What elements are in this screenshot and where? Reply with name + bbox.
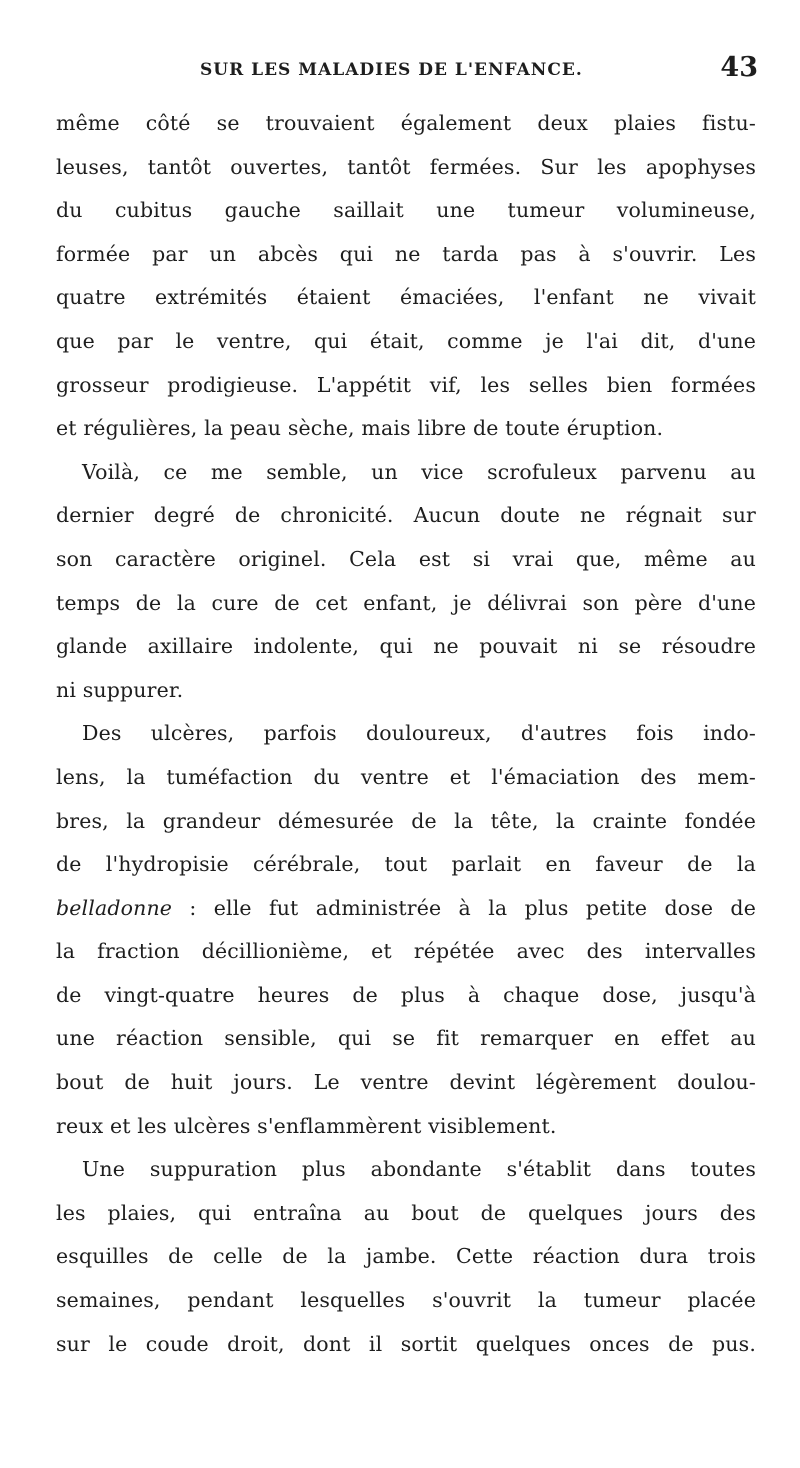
text-line: semaines, pendant lesquelles s'ouvrit la tumeur placée — [56, 1288, 756, 1313]
italic-term: belladonne — [56, 895, 173, 920]
text-line: grosseur prodigieuse. L'appétit vif, les selles bien formées — [56, 372, 756, 397]
text-line: sur le coude droit, dont il sortit quelques onces de pus. — [56, 1331, 756, 1356]
running-title: SUR LES MALADIES DE L'ENFANCE. — [200, 60, 583, 80]
text-line: esquilles de celle de la jambe. Cette réaction dura trois — [56, 1244, 756, 1269]
text-line: Des ulcères, parfois douloureux, d'autres fois indo- — [82, 721, 756, 746]
text-line: bres, la grandeur démesurée de la tête, la crainte fondée — [56, 808, 756, 833]
text-line: leuses, tantôt ouvertes, tantôt fermées. Sur les apophyses — [56, 154, 756, 179]
text-line: de vingt-quatre heures de plus à chaque dose, jusqu'à — [56, 982, 756, 1007]
text-line: ni suppurer. — [56, 677, 184, 702]
text-line: Voilà, ce me semble, un vice scrofuleux parvenu au — [82, 459, 756, 484]
running-head — [58, 52, 758, 92]
text-line: les plaies, qui entraîna au bout de quelques jours des — [56, 1200, 756, 1225]
text-line: que par le ventre, qui était, comme je l'ai dit, d'une — [56, 328, 756, 353]
body-text — [56, 102, 756, 1366]
text-line: la fraction décillionième, et répétée avec des intervalles — [56, 939, 756, 964]
text-line: quatre extrémités étaient émaciées, l'enfant ne vivait — [56, 285, 756, 310]
page-number: 43 — [720, 52, 758, 83]
text-line: formée par un abcès qui ne tarda pas à s'ouvrir. Les — [56, 241, 756, 266]
text-line: temps de la cure de cet enfant, je délivrai son père d'une — [56, 590, 756, 615]
text-line: son caractère originel. Cela est si vrai que, même au — [56, 546, 756, 571]
text-line-italic: belladonne : elle fut administrée à la plus petite dose de — [56, 895, 756, 920]
text-line: et régulières, la peau sèche, mais libre de toute éruption. — [56, 416, 664, 441]
text-line: reux et les ulcères s'enflammèrent visiblement. — [56, 1113, 557, 1138]
text-line: même côté se trouvaient également deux plaies fistu- — [56, 111, 756, 135]
text-line: bout de huit jours. Le ventre devint légèrement doulou- — [56, 1070, 756, 1095]
text-line: du cubitus gauche saillait une tumeur volumineuse, — [56, 198, 756, 223]
text-line: de l'hydropisie cérébrale, tout parlait en faveur de la — [56, 852, 756, 877]
text-line: glande axillaire indolente, qui ne pouvait ni se résoudre — [56, 634, 756, 659]
text-line: dernier degré de chronicité. Aucun doute ne régnait sur — [56, 503, 756, 528]
text-line: Une suppuration plus abondante s'établit dans toutes — [82, 1157, 756, 1182]
text-line: une réaction sensible, qui se fit remarquer en effet au — [56, 1026, 756, 1051]
text-line: lens, la tuméfaction du ventre et l'émaciation des mem- — [56, 764, 756, 789]
